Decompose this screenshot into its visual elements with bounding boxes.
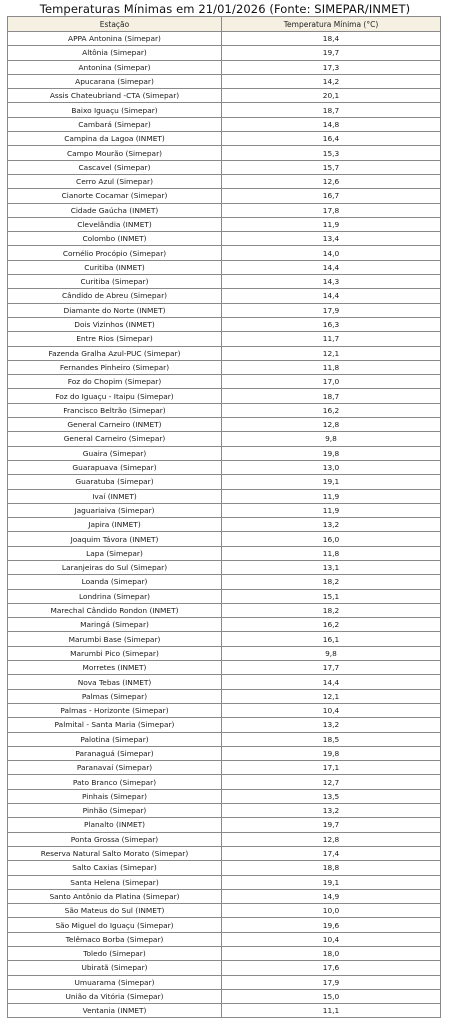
table-row (8, 217, 441, 231)
table-row (8, 718, 441, 732)
station-cell: Cidade Gaúcha (INMET) (8, 203, 222, 217)
station-cell: Cândido de Abreu (Simepar) (8, 289, 222, 303)
station-cell: Colombo (INMET) (8, 232, 222, 246)
table-row (8, 232, 441, 246)
table-row (8, 489, 441, 503)
station-cell: Cambará (Simepar) (8, 117, 222, 131)
min-temp-cell: 14,9 (222, 889, 441, 903)
station-cell: São Miguel do Iguaçu (Simepar) (8, 918, 222, 932)
min-temp-cell: 10,4 (222, 932, 441, 946)
min-temp-cell: 18,2 (222, 603, 441, 617)
min-temp-cell: 13,4 (222, 232, 441, 246)
min-temp-cell: 12,6 (222, 174, 441, 188)
table-row (8, 460, 441, 474)
min-temp-cell: 17,0 (222, 375, 441, 389)
column-header-min-temp: Temperatura Mínima (°C) (222, 17, 441, 32)
table-row (8, 346, 441, 360)
station-cell: União da Vitória (Simepar) (8, 989, 222, 1003)
min-temp-cell: 13,2 (222, 804, 441, 818)
min-temp-cell: 13,2 (222, 518, 441, 532)
table-row (8, 861, 441, 875)
min-temp-cell: 17,9 (222, 303, 441, 317)
table-row (8, 918, 441, 932)
table-row (8, 546, 441, 560)
min-temp-cell: 18,5 (222, 732, 441, 746)
table-row (8, 889, 441, 903)
table-row (8, 675, 441, 689)
station-cell: Fazenda Gralha Azul-PUC (Simepar) (8, 346, 222, 360)
station-cell: Ventania (INMET) (8, 1004, 222, 1018)
min-temp-cell: 11,1 (222, 1004, 441, 1018)
station-cell: Francisco Beltrão (Simepar) (8, 403, 222, 417)
station-cell: Cerro Azul (Simepar) (8, 174, 222, 188)
min-temp-cell: 14,2 (222, 74, 441, 88)
min-temp-cell: 16,2 (222, 403, 441, 417)
station-cell: Palmas - Horizonte (Simepar) (8, 703, 222, 717)
table-row (8, 560, 441, 574)
min-temp-cell: 12,1 (222, 346, 441, 360)
table-row (8, 289, 441, 303)
min-temp-cell: 20,1 (222, 89, 441, 103)
station-cell: General Carneiro (INMET) (8, 418, 222, 432)
station-cell: Marumbi Pico (Simepar) (8, 646, 222, 660)
table-row (8, 618, 441, 632)
min-temp-cell: 11,8 (222, 546, 441, 560)
station-cell: Guaira (Simepar) (8, 446, 222, 460)
station-cell: Loanda (Simepar) (8, 575, 222, 589)
table-row (8, 989, 441, 1003)
min-temp-cell: 11,9 (222, 489, 441, 503)
min-temp-cell: 19,7 (222, 818, 441, 832)
table-row (8, 904, 441, 918)
table-row (8, 203, 441, 217)
station-cell: Paranavaí (Simepar) (8, 761, 222, 775)
station-cell: Ivaí (INMET) (8, 489, 222, 503)
station-cell: Baixo Iguaçu (Simepar) (8, 103, 222, 117)
min-temp-cell: 19,6 (222, 918, 441, 932)
table-row (8, 418, 441, 432)
table-row (8, 32, 441, 46)
station-cell: Cascavel (Simepar) (8, 160, 222, 174)
min-temp-cell: 16,1 (222, 632, 441, 646)
min-temp-cell: 16,2 (222, 618, 441, 632)
station-cell: Palmas (Simepar) (8, 689, 222, 703)
table-row (8, 89, 441, 103)
station-cell: Pinhais (Simepar) (8, 789, 222, 803)
table-row (8, 303, 441, 317)
min-temp-cell: 12,8 (222, 832, 441, 846)
min-temp-cell: 17,4 (222, 846, 441, 860)
station-cell: Planalto (INMET) (8, 818, 222, 832)
station-cell: Guarapuava (Simepar) (8, 460, 222, 474)
station-cell: Palmital - Santa Maria (Simepar) (8, 718, 222, 732)
min-temp-cell: 14,4 (222, 289, 441, 303)
min-temp-cell: 12,8 (222, 418, 441, 432)
station-cell: Santo Antônio da Platina (Simepar) (8, 889, 222, 903)
table-row (8, 746, 441, 760)
table-row (8, 432, 441, 446)
table-row (8, 775, 441, 789)
station-cell: Ponta Grossa (Simepar) (8, 832, 222, 846)
min-temp-cell: 18,4 (222, 32, 441, 46)
min-temp-cell: 9,8 (222, 646, 441, 660)
station-cell: Laranjeiras do Sul (Simepar) (8, 560, 222, 574)
table-row (8, 589, 441, 603)
table-row (8, 632, 441, 646)
station-cell: Foz do Chopim (Simepar) (8, 375, 222, 389)
table-row (8, 703, 441, 717)
station-cell: Entre Rios (Simepar) (8, 332, 222, 346)
min-temp-cell: 17,6 (222, 961, 441, 975)
min-temp-cell: 16,3 (222, 317, 441, 331)
table-row (8, 1004, 441, 1018)
station-cell: Campo Mourão (Simepar) (8, 146, 222, 160)
table-row (8, 532, 441, 546)
station-cell: Ubiratã (Simepar) (8, 961, 222, 975)
min-temp-cell: 13,2 (222, 718, 441, 732)
table-row (8, 360, 441, 374)
station-cell: Reserva Natural Salto Morato (Simepar) (8, 846, 222, 860)
table-row (8, 146, 441, 160)
station-cell: Curitiba (INMET) (8, 260, 222, 274)
min-temp-cell: 19,7 (222, 46, 441, 60)
station-cell: São Mateus do Sul (INMET) (8, 904, 222, 918)
station-cell: Jaguariaiva (Simepar) (8, 503, 222, 517)
min-temp-cell: 18,0 (222, 947, 441, 961)
min-temp-cell: 15,3 (222, 146, 441, 160)
station-cell: Marumbi Base (Simepar) (8, 632, 222, 646)
table-row (8, 60, 441, 74)
station-cell: Maringá (Simepar) (8, 618, 222, 632)
table-row (8, 275, 441, 289)
min-temp-cell: 17,1 (222, 761, 441, 775)
document-title: Temperaturas Mínimas em 21/01/2026 (Fonte: SIMEPAR/INMET) (39, 2, 411, 16)
station-cell: Salto Caxias (Simepar) (8, 861, 222, 875)
station-cell: Antonina (Simepar) (8, 60, 222, 74)
table-row (8, 832, 441, 846)
table-row (8, 689, 441, 703)
station-cell: Foz do Iguaçu - Itaipu (Simepar) (8, 389, 222, 403)
table-row (8, 818, 441, 832)
station-cell: Londrina (Simepar) (8, 589, 222, 603)
table-row (8, 74, 441, 88)
temperature-table (7, 16, 441, 1018)
min-temp-cell: 14,0 (222, 246, 441, 260)
station-cell: Fernandes Pinheiro (Simepar) (8, 360, 222, 374)
station-cell: Umuarama (Simepar) (8, 975, 222, 989)
table-row (8, 260, 441, 274)
min-temp-cell: 13,0 (222, 460, 441, 474)
station-cell: Japira (INMET) (8, 518, 222, 532)
table-row (8, 603, 441, 617)
table-row (8, 446, 441, 460)
station-cell: Lapa (Simepar) (8, 546, 222, 560)
station-cell: Guaratuba (Simepar) (8, 475, 222, 489)
min-temp-cell: 16,0 (222, 532, 441, 546)
station-cell: Pinhão (Simepar) (8, 804, 222, 818)
min-temp-cell: 18,7 (222, 389, 441, 403)
min-temp-cell: 11,9 (222, 503, 441, 517)
station-cell: Pato Branco (Simepar) (8, 775, 222, 789)
table-row (8, 789, 441, 803)
min-temp-cell: 12,7 (222, 775, 441, 789)
table-row (8, 46, 441, 60)
station-cell: Paranaguá (Simepar) (8, 746, 222, 760)
table-row (8, 117, 441, 131)
station-cell: Campina da Lagoa (INMET) (8, 132, 222, 146)
table-row (8, 732, 441, 746)
station-cell: Palotina (Simepar) (8, 732, 222, 746)
table-row (8, 403, 441, 417)
table-row (8, 189, 441, 203)
min-temp-cell: 19,1 (222, 475, 441, 489)
station-cell: Telêmaco Borba (Simepar) (8, 932, 222, 946)
min-temp-cell: 9,8 (222, 432, 441, 446)
min-temp-cell: 11,9 (222, 217, 441, 231)
table-row (8, 475, 441, 489)
min-temp-cell: 17,9 (222, 975, 441, 989)
station-cell: Toledo (Simepar) (8, 947, 222, 961)
min-temp-cell: 10,4 (222, 703, 441, 717)
table-row (8, 246, 441, 260)
station-cell: General Carneiro (Simepar) (8, 432, 222, 446)
station-cell: Dois Vizinhos (INMET) (8, 317, 222, 331)
station-cell: Nova Tebas (INMET) (8, 675, 222, 689)
min-temp-cell: 18,8 (222, 861, 441, 875)
min-temp-cell: 12,1 (222, 689, 441, 703)
station-cell: Clevelândia (INMET) (8, 217, 222, 231)
min-temp-cell: 14,3 (222, 275, 441, 289)
table-row (8, 518, 441, 532)
min-temp-cell: 14,8 (222, 117, 441, 131)
station-cell: Altônia (Simepar) (8, 46, 222, 60)
table-row (8, 174, 441, 188)
min-temp-cell: 19,8 (222, 746, 441, 760)
min-temp-cell: 16,4 (222, 132, 441, 146)
station-cell: Curitiba (Simepar) (8, 275, 222, 289)
min-temp-cell: 19,1 (222, 875, 441, 889)
min-temp-cell: 16,7 (222, 189, 441, 203)
min-temp-cell: 14,4 (222, 260, 441, 274)
table-row (8, 575, 441, 589)
station-cell: Marechal Cândido Rondon (INMET) (8, 603, 222, 617)
table-row (8, 804, 441, 818)
table-row (8, 761, 441, 775)
min-temp-cell: 11,8 (222, 360, 441, 374)
min-temp-cell: 17,3 (222, 60, 441, 74)
table-row (8, 961, 441, 975)
station-cell: Joaquim Távora (INMET) (8, 532, 222, 546)
min-temp-cell: 17,8 (222, 203, 441, 217)
table-body (8, 32, 441, 1018)
table-row (8, 875, 441, 889)
min-temp-cell: 11,7 (222, 332, 441, 346)
min-temp-cell: 13,5 (222, 789, 441, 803)
table-row (8, 661, 441, 675)
table-row (8, 375, 441, 389)
table-row (8, 846, 441, 860)
min-temp-cell: 10,0 (222, 904, 441, 918)
station-cell: Cianorte Cocamar (Simepar) (8, 189, 222, 203)
table-row (8, 389, 441, 403)
min-temp-cell: 18,7 (222, 103, 441, 117)
table-row (8, 160, 441, 174)
column-header-station: Estação (8, 17, 222, 32)
table-row (8, 646, 441, 660)
min-temp-cell: 15,0 (222, 989, 441, 1003)
station-cell: APPA Antonina (Simepar) (8, 32, 222, 46)
table-row (8, 132, 441, 146)
station-cell: Morretes (INMET) (8, 661, 222, 675)
table-row (8, 103, 441, 117)
table-row (8, 503, 441, 517)
station-cell: Diamante do Norte (INMET) (8, 303, 222, 317)
table-row (8, 975, 441, 989)
station-cell: Apucarana (Simepar) (8, 74, 222, 88)
min-temp-cell: 15,1 (222, 589, 441, 603)
min-temp-cell: 19,8 (222, 446, 441, 460)
table-row (8, 947, 441, 961)
table-row (8, 332, 441, 346)
min-temp-cell: 15,7 (222, 160, 441, 174)
min-temp-cell: 14,4 (222, 675, 441, 689)
table-row (8, 932, 441, 946)
table-header-row (8, 17, 441, 32)
station-cell: Santa Helena (Simepar) (8, 875, 222, 889)
min-temp-cell: 18,2 (222, 575, 441, 589)
table-row (8, 317, 441, 331)
min-temp-cell: 17,7 (222, 661, 441, 675)
station-cell: Assis Chateubriand -CTA (Simepar) (8, 89, 222, 103)
min-temp-cell: 13,1 (222, 560, 441, 574)
station-cell: Cornélio Procópio (Simepar) (8, 246, 222, 260)
